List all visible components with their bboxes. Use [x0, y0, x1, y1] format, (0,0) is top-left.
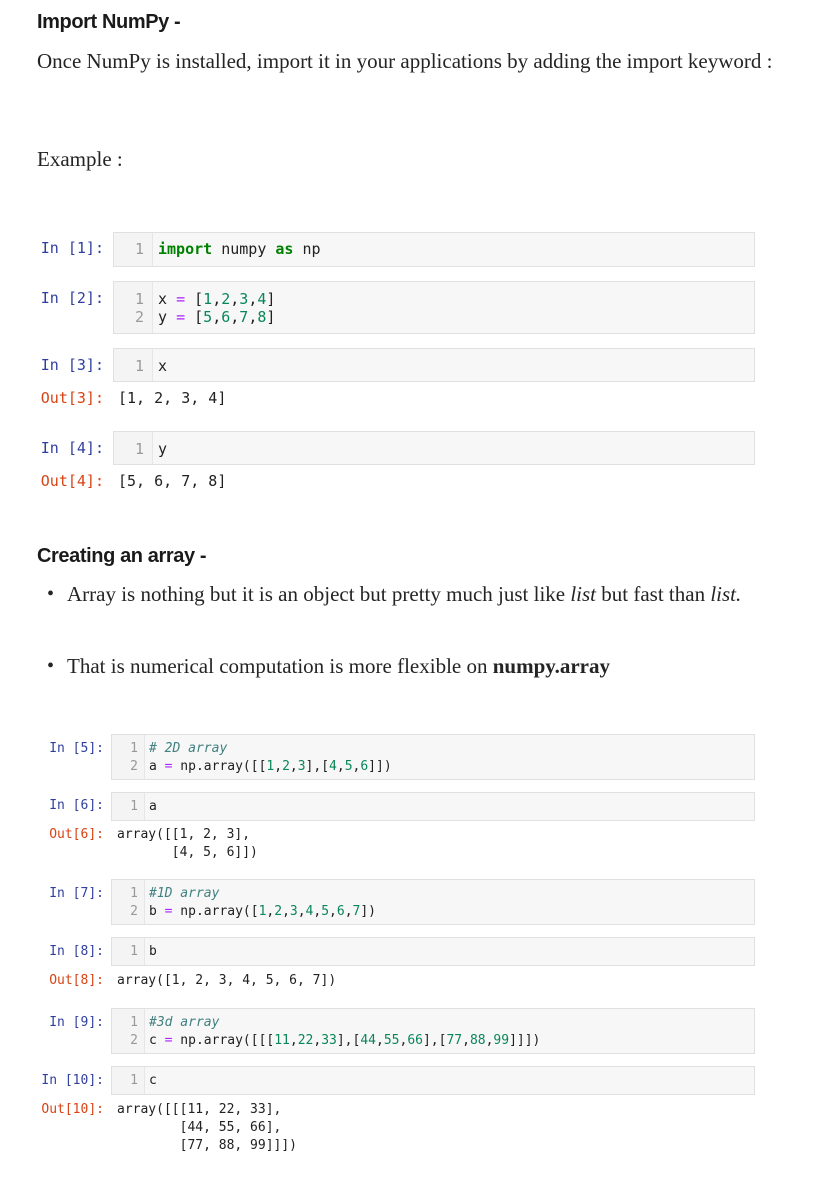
line-number: 1 — [130, 741, 138, 756]
out-prompt: Out[4]: — [40, 472, 104, 490]
section-heading-import-numpy: Import NumPy - — [37, 11, 181, 33]
line-number: 1 — [134, 240, 144, 258]
cell-output: array([[[11, 22, 33], [44, 55, 66], [77, 88, 99]]]) — [117, 1102, 298, 1153]
code-text: #3d array c = np.array([[[11,22,33],[44,55,66],[77,88,99]]]) — [149, 1015, 541, 1048]
intro-paragraph: Once NumPy is installed, import it in your applications by adding the import keyword : — [37, 49, 773, 73]
bullet-emphasis: list. — [710, 582, 742, 606]
line-number: 1 — [130, 886, 138, 901]
line-number: 1 — [134, 290, 144, 308]
out-prompt: Out[10]: — [41, 1102, 104, 1117]
code-cell[interactable] — [113, 348, 755, 382]
line-number: 2 — [130, 1033, 138, 1048]
line-number: 1 — [130, 944, 138, 959]
code-text: b — [149, 944, 157, 959]
bullet-item — [67, 580, 767, 609]
line-number: 1 — [134, 440, 144, 458]
code-cell[interactable] — [111, 879, 755, 925]
line-number: 1 — [130, 1015, 138, 1030]
code-text: #1D array b = np.array([1,2,3,4,5,6,7]) — [149, 886, 376, 919]
cell-output: array([[1, 2, 3], [4, 5, 6]]) — [117, 827, 258, 860]
code-text: c — [149, 1073, 157, 1088]
cell-output: [1, 2, 3, 4] — [118, 389, 227, 407]
section-heading-creating-array: Creating an array - — [37, 545, 207, 567]
code-cell[interactable] — [111, 1066, 755, 1095]
line-number: 1 — [130, 799, 138, 814]
cell-output: array([1, 2, 3, 4, 5, 6, 7]) — [117, 973, 337, 988]
bullet-text: but fast than — [596, 582, 711, 606]
in-prompt: In [2]: — [40, 289, 104, 307]
example-label: Example : — [37, 147, 123, 171]
out-prompt: Out[3]: — [40, 389, 104, 407]
code-text: x — [158, 357, 168, 375]
code-cell[interactable] — [111, 937, 755, 966]
line-number: 2 — [134, 308, 144, 326]
bullet-emphasis: list — [570, 582, 597, 606]
in-prompt: In [5]: — [49, 741, 104, 756]
code-cell[interactable] — [113, 281, 755, 334]
code-text: x = [1,2,3,4] y = [5,6,7,8] — [158, 290, 276, 326]
line-number: 1 — [134, 357, 144, 375]
code-cell[interactable] — [111, 1008, 755, 1054]
code-cell[interactable] — [111, 792, 755, 821]
code-cell[interactable] — [111, 734, 755, 780]
line-number: 2 — [130, 759, 138, 774]
in-prompt: In [9]: — [49, 1015, 104, 1030]
in-prompt: In [7]: — [49, 886, 104, 901]
bullet-text: Array is nothing but it is an object but pretty much just like — [67, 582, 571, 606]
cell-output: [5, 6, 7, 8] — [118, 472, 227, 490]
in-prompt: In [3]: — [40, 356, 104, 374]
out-prompt: Out[6]: — [49, 827, 104, 842]
in-prompt: In [10]: — [41, 1073, 104, 1088]
code-text: y — [158, 440, 168, 458]
in-prompt: In [8]: — [49, 944, 104, 959]
bullet-text: That is numerical computation is more flexible on — [67, 654, 493, 678]
code-cell[interactable] — [113, 232, 755, 267]
bullet-strong: numpy.array — [492, 654, 610, 678]
code-text: # 2D array a = np.array([[1,2,3],[4,5,6]]) — [149, 741, 392, 774]
code-text: import numpy as np — [158, 240, 321, 258]
code-text: a — [149, 799, 157, 814]
in-prompt: In [6]: — [49, 798, 104, 813]
bullet-item — [67, 652, 767, 681]
out-prompt: Out[8]: — [49, 973, 104, 988]
in-prompt: In [4]: — [40, 439, 104, 457]
line-number: 2 — [130, 904, 138, 919]
in-prompt: In [1]: — [40, 239, 104, 257]
line-number: 1 — [130, 1073, 138, 1088]
code-cell[interactable] — [113, 431, 755, 465]
